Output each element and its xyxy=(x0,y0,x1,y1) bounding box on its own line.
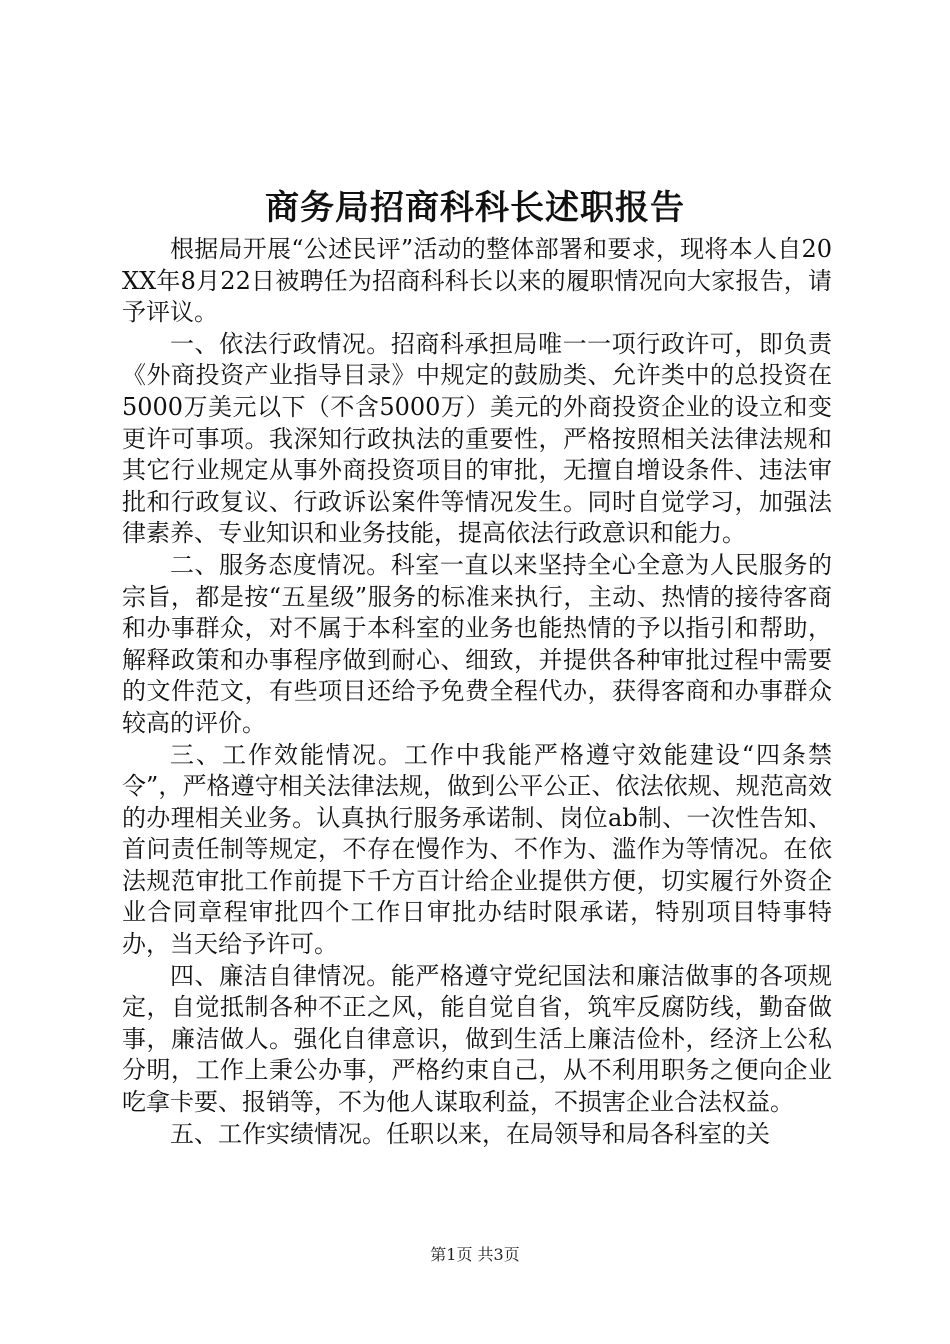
paragraph-section-3: 三、工作效能情况。工作中我能严格遵守效能建设“四条禁令”，严格遵守相关法律法规，做到公平公正、依法依规、规范高效的办理相关业务。认真执行服务承诺制、岗位ab制、一次性告知、首问责任制等规定，不存在慢作为、不作为、滥作为等情况。在依法规范审批工作前提下千方百计给企业提供方便，切实履行外资企业合同章程审批四个工作日审批办结时限承诺，特别项目特事特办，当天给予许可。 xyxy=(122,740,832,959)
paragraph-intro: 根据局开展“公述民评”活动的整体部署和要求，现将本人自20XX年8月22日被聘任为招商科科长以来的履职情况向大家报告，请予评议。 xyxy=(122,235,832,327)
paragraph-section-5: 五、工作实绩情况。任职以来，在局领导和局各科室的关 xyxy=(170,1119,770,1148)
paragraph-section-4: 四、廉洁自律情况。能严格遵守党纪国法和廉洁做事的各项规定，自觉抵制各种不正之风，能自觉自省，筑牢反腐防线，勤奋做事，廉洁做人。强化自律意识，做到生活上廉洁俭朴，经济上公私分明，工作上秉公办事，严格约束自己，从不利用职务之便向企业吃拿卡要、报销等，不为他人谋取利益，不损害企业合法权益。 xyxy=(122,961,832,1117)
page-footer: 第1页 共3页 xyxy=(430,1245,520,1264)
document-body xyxy=(122,234,832,1150)
document-title: 商务局招商科科长述职报告 xyxy=(265,188,685,228)
paragraph-section-1: 一、依法行政情况。招商科承担局唯一一项行政许可，即负责《外商投资产业指导目录》中规定的鼓励类、允许类中的总投资在5000万美元以下（不含5000万）美元的外商投资企业的设立和变更许可事项。我深知行政执法的重要性，严格按照相关法律法规和其它行业规定从事外商投资项目的审批，无擅自增设条件、违法审批和行政复议、行政诉讼案件等情况发生。同时自觉学习，加强法律素养、专业知识和业务技能，提高依法行政意识和能力。 xyxy=(122,329,832,548)
paragraph-section-2: 二、服务态度情况。科室一直以来坚持全心全意为人民服务的宗旨，都是按“五星级”服务的标准来执行，主动、热情的接待客商和办事群众，对不属于本科室的业务也能热情的予以指引和帮助，解释政策和办事程序做到耐心、细致，并提供各种审批过程中需要的文件范文，有些项目还给予免费全程代办，获得客商和办事群众较高的评价。 xyxy=(122,550,832,737)
